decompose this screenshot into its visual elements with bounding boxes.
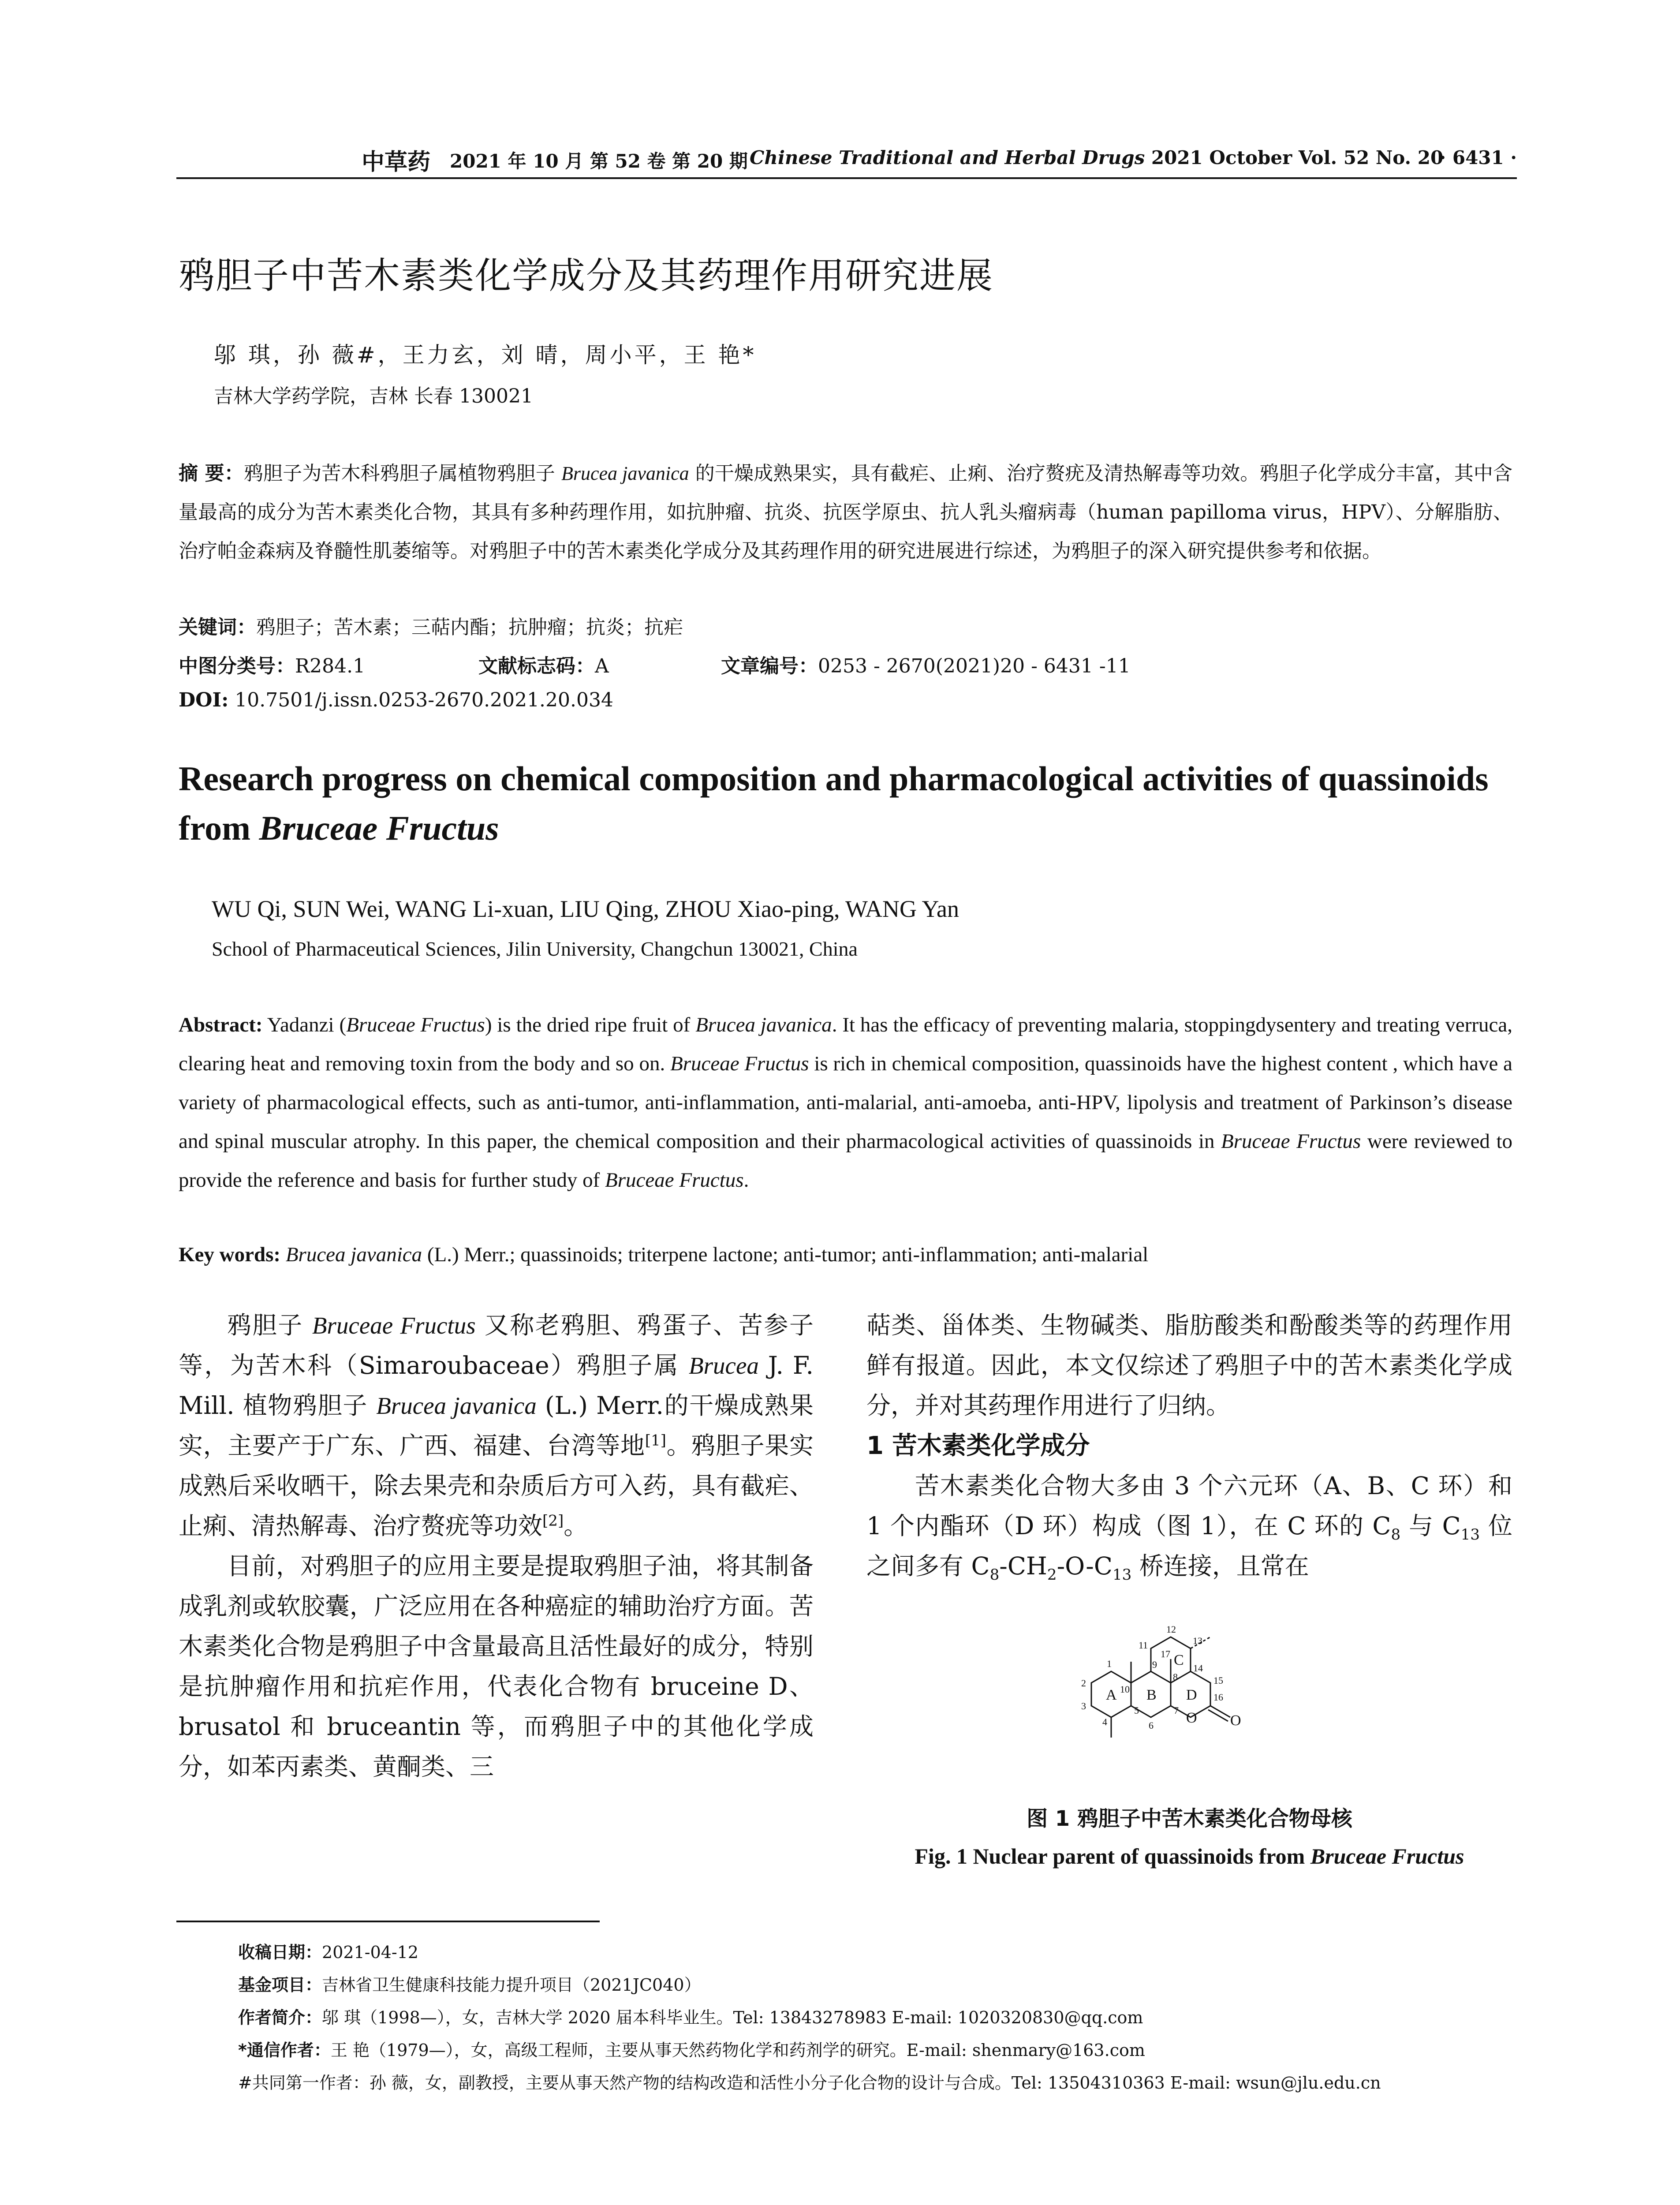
abstract-en-text: . It has the efficacy of preventing malaria, stoppingdysentery and treating verruca, clearing heat and removing toxin from the body and so on. bbox=[179, 1013, 1512, 1075]
author-list-zh: 邬 琪，孙 薇#，王力玄，刘 晴，周小平，王 艳* bbox=[214, 342, 757, 368]
caption-en-text: Fig. 1 Nuclear parent of quassinoids from bbox=[915, 1844, 1310, 1869]
body-column-right bbox=[866, 1305, 1512, 1586]
atom-number: 15 bbox=[1213, 1675, 1223, 1686]
abstract-en-italic: Bruceae Fructus bbox=[605, 1169, 744, 1192]
journal-brand: 中草药 bbox=[362, 149, 431, 176]
text-run: 桥连接，且常在 bbox=[1131, 1552, 1309, 1580]
subscript: 8 bbox=[1391, 1526, 1401, 1544]
article-no-label: 文章编号： bbox=[721, 655, 818, 677]
italic-run: Bruceae Fructus bbox=[312, 1312, 476, 1339]
issue-info-zh: 2021 年 10 月 第 52 卷 第 20 期 bbox=[450, 150, 748, 172]
text-run: 与 C bbox=[1400, 1512, 1461, 1540]
abstract-text-zh-cont: 的干燥成熟果实，具有截疟、止痢、治疗赘疣及清热解毒等功效。鸦胆子化学成分丰富，其中含量最高的成分为苦木素类化合物，其具有多种药理作用，如抗肿瘤、抗炎、抗医学原虫、抗人乳头瘤病毒（human papilloma virus，HPV）、分解脂肪、治疗帕金森病及脊髓性肌萎缩等。对鸦胆子中的苦木素类化学成分及其药理作用的研究进展进行综述，为鸦胆子的深入研究提供参考和依据。 bbox=[179, 462, 1512, 562]
abstract-en-italic: Bruceae Fructus bbox=[1221, 1130, 1361, 1153]
italic-run: Brucea javanica bbox=[376, 1392, 537, 1419]
footnote-label: #共同第一作者： bbox=[238, 2073, 370, 2093]
footnote-funding bbox=[238, 1969, 1517, 2001]
footnote-label: *通信作者： bbox=[238, 2041, 331, 2060]
abstract-en-italic: Brucea javanica bbox=[695, 1013, 832, 1036]
atom-number: 11 bbox=[1139, 1640, 1148, 1651]
clc-value: R284.1 bbox=[295, 655, 366, 677]
atom-number: 12 bbox=[1166, 1624, 1176, 1635]
atom-number: 8 bbox=[1173, 1671, 1178, 1682]
text-run: 。鸦胆子果实成熟后采收晒干，除去果壳和杂质后方可入药，具有截疟、止痢、清热解毒、治疗赘疣等功效 bbox=[179, 1431, 814, 1540]
text-run: 鸦胆子 bbox=[227, 1311, 312, 1339]
affiliation-zh: 吉林大学药学院，吉林 长春 130021 bbox=[214, 385, 533, 407]
title-en-italic: Bruceae Fructus bbox=[259, 809, 499, 847]
doc-code-label: 文献标志码： bbox=[478, 655, 595, 677]
italic-run: Brucea bbox=[689, 1352, 759, 1379]
footnote-label: 收稿日期： bbox=[238, 1943, 322, 1962]
footnote-received bbox=[238, 1936, 1517, 1969]
ring-label: C bbox=[1174, 1652, 1184, 1668]
section-heading: 1 苦木素类化学成分 bbox=[866, 1431, 1090, 1460]
running-header bbox=[176, 143, 1517, 174]
figure-caption-en bbox=[866, 1843, 1512, 1869]
footnote-rule bbox=[176, 1921, 600, 1922]
title-en-main: Research progress on chemical composition and pharmacological activities of quassinoids from bbox=[179, 759, 1489, 847]
carbonyl-bond bbox=[1210, 1706, 1230, 1717]
subscript: 2 bbox=[1047, 1566, 1057, 1584]
atom-number: 5 bbox=[1134, 1705, 1139, 1716]
body-paragraph bbox=[179, 1305, 814, 1546]
keywords-label-zh: 关键词： bbox=[179, 616, 256, 639]
atom-number: 17 bbox=[1161, 1648, 1170, 1659]
atom-number: 2 bbox=[1081, 1678, 1086, 1689]
journal-name-en: Chinese Traditional and Herbal Drugs bbox=[750, 147, 1145, 168]
ring-oxygen-label: O bbox=[1186, 1710, 1197, 1726]
abstract-en-text: Yadanzi ( bbox=[262, 1013, 347, 1036]
issue-date-en: 2021 October Vol. 52 No. 20 bbox=[1151, 147, 1444, 168]
footnote-label: 基金项目： bbox=[238, 1975, 322, 1995]
keywords-label-en: Key words: bbox=[179, 1243, 281, 1266]
abstract-en bbox=[179, 1005, 1512, 1200]
clc-label: 中图分类号： bbox=[179, 655, 295, 677]
text-run: -CH bbox=[999, 1552, 1047, 1580]
abstract-zh bbox=[179, 454, 1512, 571]
text-run: 位之间多有 C bbox=[866, 1512, 1512, 1580]
abstract-en-text: ) is the dried ripe fruit of bbox=[485, 1013, 696, 1036]
caption-en-italic: Bruceae Fructus bbox=[1310, 1844, 1464, 1869]
footnote-text: 2021-04-12 bbox=[322, 1943, 419, 1962]
body-paragraph: 目前，对鸦胆子的应用主要是提取鸦胆子油，将其制备成乳剂或软胶囊，广泛应用在各种癌症的辅助治疗方面。苦木素类化合物是鸦胆子中含量最高且活性最好的成分，特别是抗肿瘤作用和抗疟作用，代表化合物有 bruceine D、brusatol 和 bruceantin 等，而鸦胆子中的其他化学成分，如苯丙素类、黄酮类、三 bbox=[179, 1552, 814, 1781]
ring-label: A bbox=[1106, 1687, 1117, 1703]
body-paragraph bbox=[866, 1466, 1512, 1586]
page-number: · 6431 · bbox=[1439, 147, 1517, 168]
text-run: (L.) Merr.的干燥成熟果实，主要产于广东、广西、福建、台湾等地 bbox=[179, 1391, 814, 1460]
footnote-text: 吉林省卫生健康科技能力提升项目（2021JC040） bbox=[322, 1975, 701, 1995]
abstract-en-text: were reviewed to provide the reference and basis for further study of bbox=[179, 1130, 1513, 1192]
footnote-corresponding bbox=[238, 2034, 1517, 2067]
abstract-text-zh: 鸦胆子为苦木科鸦胆子属植物鸦胆子 bbox=[243, 462, 561, 485]
atom-number: 10 bbox=[1120, 1684, 1130, 1695]
article-title-zh: 鸦胆子中苦木素类化学成分及其药理作用研究进展 bbox=[179, 255, 994, 297]
abstract-en-text: . bbox=[743, 1169, 749, 1192]
text-run: 。 bbox=[564, 1512, 588, 1540]
affiliation-en: School of Pharmaceutical Sciences, Jilin University, Changchun 130021, China bbox=[212, 938, 858, 960]
classification-line bbox=[179, 650, 1131, 678]
keywords-zh bbox=[179, 611, 683, 639]
header-rule bbox=[176, 177, 1517, 179]
citation-ref[interactable]: [1] bbox=[645, 1431, 666, 1450]
keywords-text-zh: 鸦胆子；苦木素；三萜内酯；抗肿瘤；抗炎；抗疟 bbox=[256, 616, 683, 639]
keywords-en-italic: Brucea javanica bbox=[285, 1243, 422, 1266]
body-column-left bbox=[179, 1305, 814, 1787]
atom-number: 13 bbox=[1193, 1635, 1202, 1646]
footnotes bbox=[238, 1936, 1517, 2099]
subscript: 8 bbox=[989, 1566, 1000, 1584]
text-run: -O-C bbox=[1057, 1552, 1113, 1580]
keywords-text-en: (L.) Merr.; quassinoids; triterpene lactone; anti-tumor; anti-inflammation; anti-malarial bbox=[422, 1243, 1149, 1266]
abstract-label-en: Abstract: bbox=[179, 1013, 263, 1036]
article-no-value: 0253 - 2670(2021)20 - 6431 -11 bbox=[818, 655, 1131, 677]
abstract-en-italic: Bruceae Fructus bbox=[670, 1052, 809, 1075]
issue-info-en bbox=[750, 147, 1443, 168]
species-name: Brucea javanica bbox=[561, 463, 689, 484]
doi-line bbox=[179, 689, 613, 711]
footnote-text: 王 艳（1979—），女，高级工程师，主要从事天然药物化学和药剂学的研究。E-mail: shenmary@163.com bbox=[330, 2041, 1145, 2060]
atom-number: 1 bbox=[1107, 1658, 1112, 1669]
subscript: 13 bbox=[1460, 1526, 1480, 1544]
citation-ref[interactable]: [2] bbox=[542, 1512, 564, 1530]
doi-value[interactable]: 10.7501/j.issn.0253-2670.2021.20.034 bbox=[235, 689, 613, 711]
carbonyl-oxygen-label: O bbox=[1230, 1712, 1241, 1729]
abstract-en-text: is rich in chemical composition, quassinoids have the highest content , which have a variety of pharmacological effects, such as anti-tumor, anti-inflammation, anti-malarial, anti-amoeba, anti-HPV, lipolysis and treatment of Parkinson’s disease and spinal muscular atrophy. In this paper, the chemical composition and their pharmacological activities of quassinoids in bbox=[179, 1052, 1512, 1153]
author-list-en: WU Qi, SUN Wei, WANG Li-xuan, LIU Qing, ZHOU Xiao-ping, WANG Yan bbox=[212, 896, 959, 922]
atom-number: 14 bbox=[1193, 1663, 1203, 1674]
atom-number: 3 bbox=[1081, 1700, 1086, 1712]
atom-number: 6 bbox=[1149, 1720, 1154, 1731]
ring-label: D bbox=[1186, 1687, 1197, 1703]
abstract-en-italic: Bruceae Fructus bbox=[346, 1013, 485, 1036]
footnote-co-first-author bbox=[238, 2067, 1517, 2099]
text-run: 苦木素类化合物大多由 3 个六元环（A、B、C 环）和 1 个内酯环（D 环）构成（图 1），在 C 环的 C bbox=[866, 1472, 1512, 1540]
doi-label: DOI: bbox=[179, 689, 229, 711]
chemical-structure-figure bbox=[1058, 1610, 1305, 1777]
atom-number: 7 bbox=[1174, 1705, 1179, 1716]
atom-number: 9 bbox=[1152, 1659, 1157, 1670]
atom-number: 4 bbox=[1102, 1716, 1107, 1727]
article-title-en bbox=[179, 754, 1519, 853]
subscript: 13 bbox=[1112, 1566, 1132, 1584]
body-paragraph: 萜类、甾体类、生物碱类、脂肪酸类和酚酸类等的药理作用鲜有报道。因此，本文仅综述了鸦胆子中的苦木素类化学成分，并对其药理作用进行了归纳。 bbox=[866, 1311, 1512, 1420]
text-run: J. F. Mill. 植物鸦胆子 bbox=[179, 1351, 814, 1420]
text-run: 又称老鸦胆、鸦蛋子、苦参子等，为苦木科（Simaroubaceae）鸦胆子属 bbox=[179, 1311, 814, 1379]
keywords-en bbox=[179, 1243, 1148, 1267]
ring-label: B bbox=[1146, 1687, 1157, 1703]
doc-code-value: A bbox=[595, 655, 609, 677]
figure-caption-zh: 图 1 鸦胆子中苦木素类化合物母核 bbox=[1027, 1806, 1352, 1831]
footnote-text: 邬 琪（1998—），女，吉林大学 2020 届本科毕业生。Tel: 13843278983 E-mail: 1020320830@qq.com bbox=[322, 2008, 1143, 2027]
atom-number: 16 bbox=[1213, 1692, 1223, 1703]
footnote-author-bio bbox=[238, 2001, 1517, 2034]
footnote-label: 作者简介： bbox=[238, 2008, 322, 2027]
carbonyl-double-bond bbox=[1208, 1710, 1228, 1721]
footnote-text: 孙 薇，女，副教授，主要从事天然产物的结构改造和活性小分子化合物的设计与合成。Tel: 13504310363 E-mail: wsun@jlu.edu.cn bbox=[369, 2073, 1381, 2093]
abstract-label-zh: 摘 要： bbox=[179, 462, 244, 485]
